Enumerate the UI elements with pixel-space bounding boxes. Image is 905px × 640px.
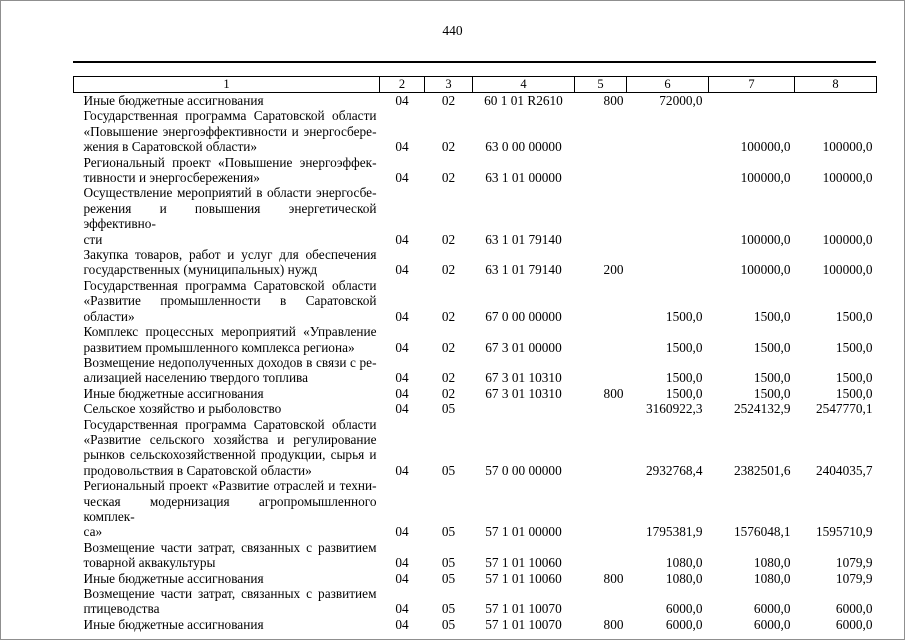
amount-col7-cell: 6000,0: [753, 601, 791, 617]
amount-col8-cell: 6000,0: [835, 601, 873, 617]
amount-col6-cell: 1500,0: [665, 308, 703, 324]
description-line: тивности и энергосбережения»: [83, 170, 260, 186]
razdel-cell: 04: [395, 93, 409, 108]
amount-col7-cell: 2382501,6: [733, 462, 791, 478]
amount-col6-cell: [627, 108, 709, 154]
amount-col7-cell: [709, 93, 795, 109]
amount-col6-cell: [627, 155, 709, 186]
podrazdel-cell: 02: [441, 93, 456, 108]
amount-col7-cell: 100000,0: [740, 262, 791, 278]
column-header-8: 8: [795, 77, 877, 93]
expense-type-cell: 200: [603, 262, 624, 278]
expense-type-cell: [575, 401, 627, 416]
expense-type-cell: 800: [603, 385, 624, 401]
description-line: Комплекс процессных мероприятий «Управление: [83, 324, 377, 340]
amount-col6-cell: 1500,0: [665, 370, 703, 386]
table-row: [74, 417, 877, 479]
description-cell: [74, 108, 380, 154]
amount-col7-cell: 100000,0: [740, 231, 791, 247]
podrazdel-cell: 02: [441, 262, 456, 278]
amount-col6-cell: [627, 247, 709, 278]
description-line: Осуществление мероприятий в области энергосбе-: [83, 185, 377, 201]
description-line: Иные бюджетные ассигнования: [83, 385, 264, 401]
razdel-cell: 04: [395, 616, 409, 632]
description-line: Иные бюджетные ассигнования: [83, 616, 264, 632]
description-line: Иные бюджетные ассигнования: [83, 570, 264, 586]
description-cell: [74, 571, 380, 586]
table-row: [74, 571, 877, 586]
table-row: [74, 478, 877, 540]
amount-col6-cell: 72000,0: [659, 93, 703, 108]
razdel-cell: 04: [395, 339, 409, 355]
table-row: [74, 185, 877, 247]
column-header-4: 4: [473, 77, 575, 93]
amount-col6-cell: 2932768,4: [645, 462, 703, 478]
description-line: Государственная программа Саратовской области: [83, 416, 377, 432]
description-line: продовольствия в Саратовской области»: [83, 462, 312, 478]
table-row: [74, 586, 877, 617]
amount-col8-cell: 1079,9: [835, 555, 873, 571]
target-article-cell: 63 1 01 79140: [485, 231, 562, 247]
podrazdel-cell: 05: [441, 462, 456, 478]
amount-col8-cell: 100000,0: [822, 262, 873, 278]
amount-col8-cell: 6000,0: [835, 616, 873, 632]
description-line: Региональный проект «Повышение энергоэффек-: [83, 154, 377, 170]
amount-col7-cell: 1080,0: [753, 555, 791, 571]
target-article-cell: 57 1 01 00000: [485, 524, 562, 540]
column-header-6: 6: [627, 77, 709, 93]
description-cell: [74, 401, 380, 416]
amount-col8-cell: 1079,9: [835, 570, 873, 586]
page-number: 440: [442, 23, 463, 38]
column-header-7: 7: [709, 77, 795, 93]
amount-col7-cell: 1500,0: [753, 339, 791, 355]
table-row: [74, 108, 877, 154]
description-line: товарной аквакультуры: [83, 555, 216, 571]
podrazdel-cell: 05: [441, 555, 456, 571]
amount-col7-cell: 1500,0: [753, 308, 791, 324]
description-line: Сельское хозяйство и рыболовство: [83, 401, 282, 417]
description-line: «Развитие сельского хозяйства и регулирование: [83, 431, 377, 447]
target-article-cell: 57 1 01 10060: [485, 555, 562, 571]
target-article-cell: 67 3 01 00000: [485, 339, 562, 355]
target-article-cell: 63 1 01 00000: [485, 170, 562, 186]
description-line: ческая модернизация агропромышленного комплек-: [83, 493, 377, 524]
table-row: [74, 247, 877, 278]
amount-col6-cell: 1795381,9: [645, 524, 703, 540]
podrazdel-cell: 05: [441, 616, 456, 632]
description-cell: [74, 617, 380, 632]
description-line: развитием промышленного комплекса региона»: [83, 339, 355, 355]
target-article-cell: 63 0 00 00000: [485, 139, 562, 155]
expense-type-cell: [575, 108, 627, 154]
razdel-cell: 04: [395, 462, 409, 478]
amount-col6-cell: 1500,0: [665, 339, 703, 355]
expense-type-cell: [575, 478, 627, 540]
table-row: [74, 355, 877, 386]
razdel-cell: 04: [395, 601, 409, 617]
expense-type-cell: [575, 586, 627, 617]
table-row: [74, 401, 877, 416]
podrazdel-cell: 02: [441, 339, 456, 355]
description-line: Возмещение части затрат, связанных с развитием: [83, 539, 377, 555]
description-line: рынков сельскохозяйственной продукции, сырья и: [83, 447, 377, 463]
description-line: сти: [83, 231, 103, 247]
column-header-1: 1: [74, 77, 380, 93]
amount-col6-cell: 1500,0: [665, 385, 703, 401]
description-line: Государственная программа Саратовской области: [83, 108, 377, 124]
amount-col6-cell: 6000,0: [665, 616, 703, 632]
expense-type-cell: 800: [603, 570, 624, 586]
description-line: «Повышение энергоэффективности и энергосбере-: [83, 123, 377, 139]
target-article-cell: 60 1 01 R2610: [484, 93, 563, 108]
amount-col7-cell: 2524132,9: [733, 401, 791, 417]
amount-col7-cell: 100000,0: [740, 170, 791, 186]
podrazdel-cell: 02: [441, 170, 456, 186]
amount-col6-cell: 3160922,3: [645, 401, 703, 417]
amount-col8-cell: 1595710,9: [815, 524, 873, 540]
description-line: ализацией населению твердого топлива: [83, 370, 309, 386]
budget-table-container: [73, 61, 876, 632]
expense-type-cell: [575, 355, 627, 386]
razdel-cell: 04: [395, 231, 409, 247]
description-cell: [74, 386, 380, 401]
column-header-3: 3: [425, 77, 473, 93]
amount-col8-cell: [795, 93, 877, 109]
target-article-cell: [473, 401, 575, 416]
table-row: [74, 540, 877, 571]
target-article-cell: 67 3 01 10310: [485, 370, 562, 386]
razdel-cell: 04: [395, 308, 409, 324]
podrazdel-cell: 02: [441, 139, 456, 155]
expense-type-cell: [575, 540, 627, 571]
razdel-cell: 04: [395, 401, 409, 417]
amount-col6-cell: 6000,0: [665, 601, 703, 617]
target-article-cell: 57 1 01 10070: [485, 601, 562, 617]
description-line: режения и повышения энергетической эффективно-: [83, 200, 377, 232]
budget-allocations-table: [73, 76, 877, 632]
description-line: птицеводства: [83, 601, 160, 617]
expense-type-cell: [575, 324, 627, 355]
description-cell: [74, 355, 380, 386]
expense-type-cell: [575, 278, 627, 324]
description-cell: [74, 478, 380, 540]
amount-col8-cell: 1500,0: [835, 339, 873, 355]
razdel-cell: 04: [395, 170, 409, 186]
podrazdel-cell: 02: [441, 308, 456, 324]
amount-col6-cell: 1080,0: [665, 555, 703, 571]
podrazdel-cell: 05: [441, 570, 456, 586]
amount-col7-cell: 1576048,1: [733, 524, 791, 540]
razdel-cell: 04: [395, 524, 409, 540]
column-header-2: 2: [380, 77, 425, 93]
description-line: Иные бюджетные ассигнования: [83, 93, 264, 108]
description-cell: [74, 278, 380, 324]
amount-col7-cell: 1500,0: [753, 385, 791, 401]
table-row: [74, 386, 877, 401]
amount-col8-cell: 1500,0: [835, 370, 873, 386]
table-top-rule: [73, 61, 876, 63]
description-line: Возмещение недополученных доходов в связи с ре-: [83, 354, 377, 370]
amount-col7-cell: 100000,0: [740, 139, 791, 155]
description-line: «Развитие промышленности в Саратовской области»: [83, 293, 377, 324]
description-line: жения в Саратовской области»: [83, 139, 258, 155]
description-cell: [74, 540, 380, 571]
razdel-cell: 04: [395, 139, 409, 155]
amount-col6-cell: [627, 185, 709, 247]
amount-col8-cell: 2547770,1: [815, 401, 873, 417]
target-article-cell: 57 1 01 10060: [485, 570, 562, 586]
table-row: [74, 324, 877, 355]
description-cell: [74, 93, 380, 109]
table-row: [74, 617, 877, 632]
description-line: Государственная программа Саратовской области: [83, 277, 377, 293]
expense-type-cell: [575, 155, 627, 186]
amount-col8-cell: 100000,0: [822, 170, 873, 186]
expense-type-cell: 800: [603, 616, 624, 632]
target-article-cell: 57 0 00 00000: [485, 462, 562, 478]
expense-type-cell: 800: [603, 93, 624, 108]
razdel-cell: 04: [395, 262, 409, 278]
expense-type-cell: [575, 185, 627, 247]
razdel-cell: 04: [395, 385, 409, 401]
podrazdel-cell: 05: [441, 601, 456, 617]
amount-col7-cell: 6000,0: [753, 616, 791, 632]
description-cell: [74, 417, 380, 479]
amount-col7-cell: 1500,0: [753, 370, 791, 386]
amount-col8-cell: 100000,0: [822, 139, 873, 155]
description-line: са»: [83, 524, 103, 540]
podrazdel-cell: 02: [441, 385, 456, 401]
table-row: [74, 93, 877, 109]
target-article-cell: 67 3 01 10310: [485, 385, 562, 401]
podrazdel-cell: 02: [441, 231, 456, 247]
description-cell: [74, 247, 380, 278]
description-line: государственных (муниципальных) нужд: [83, 262, 318, 278]
target-article-cell: 67 0 00 00000: [485, 308, 562, 324]
podrazdel-cell: 02: [441, 370, 456, 386]
amount-col8-cell: 100000,0: [822, 231, 873, 247]
expense-type-cell: [575, 417, 627, 479]
description-line: Возмещение части затрат, связанных с развитием: [83, 586, 377, 601]
razdel-cell: 04: [395, 370, 409, 386]
target-article-cell: 63 1 01 79140: [485, 262, 562, 278]
amount-col8-cell: 1500,0: [835, 385, 873, 401]
amount-col8-cell: 1500,0: [835, 308, 873, 324]
description-cell: [74, 185, 380, 247]
razdel-cell: 04: [395, 570, 409, 586]
target-article-cell: 57 1 01 10070: [485, 616, 562, 632]
description-cell: [74, 324, 380, 355]
razdel-cell: 04: [395, 555, 409, 571]
amount-col6-cell: 1080,0: [665, 570, 703, 586]
description-line: Региональный проект «Развитие отраслей и техни-: [83, 478, 377, 494]
table-row: [74, 155, 877, 186]
podrazdel-cell: 05: [441, 524, 456, 540]
description-line: Закупка товаров, работ и услуг для обеспечения: [83, 247, 377, 263]
column-header-5: 5: [575, 77, 627, 93]
podrazdel-cell: 05: [441, 401, 456, 417]
description-cell: [74, 155, 380, 186]
table-row: [74, 278, 877, 324]
amount-col8-cell: 2404035,7: [815, 462, 873, 478]
description-cell: [74, 586, 380, 617]
table-header-row: [74, 77, 877, 93]
amount-col7-cell: 1080,0: [753, 570, 791, 586]
